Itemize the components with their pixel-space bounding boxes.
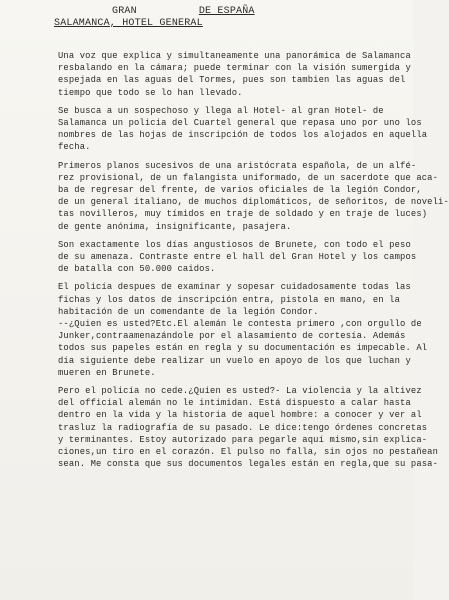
text-line: Se busca a un sospechoso y llega al Hotel- al gran Hotel- de: [58, 105, 384, 116]
text-line: Pero el policía no cede.¿Quien es usted?- La violencia y la altivez: [58, 386, 422, 397]
paragraph: [58, 281, 428, 379]
document-header: [54, 6, 354, 30]
document-body: [58, 50, 449, 477]
text-line: El policía despues de examinar y sopesar cuidadosamente todas las: [58, 282, 411, 293]
text-line: nombres de las hojas de inscripción de todos los alojados en aquella: [58, 130, 428, 141]
text-line: rez provisional, de un falangista uniformado, de un sacerdote que aca-: [58, 172, 439, 183]
text-line: día siguiente debe realizar un vuelo en apoyo de los que luchan y: [58, 355, 411, 366]
header-title-part1: GRAN: [112, 6, 137, 17]
header-subtitle: SALAMANCA, HOTEL GENERAL: [54, 18, 203, 29]
text-line: todos sus papeles están en regla y su documentación es impecable. Al: [58, 343, 428, 354]
text-line: Junker,contraamenazándole por el alasamiento de cortesía. Además: [58, 331, 406, 342]
text-line: --¿Quien es usted?Etc.El alemán le contesta primero ,con orgullo de: [58, 319, 422, 330]
text-line: y terminantes. Estoy autorizado para pegarle aquí mismo,sin explica-: [58, 434, 428, 445]
text-line: de su amenaza. Contraste entre el hall del Gran Hotel y los campos: [58, 252, 417, 263]
text-line: sean. Me consta que sus documentos legales están en regla,que su pasa-: [58, 459, 439, 470]
text-line: espejada en las aguas del Tormes, pues son tambien las aguas del: [58, 75, 406, 86]
header-title-part2: DE ESPAÑA: [198, 6, 255, 17]
text-line: mueren en Brunete.: [58, 367, 156, 378]
paragraph: [58, 385, 439, 470]
text-line: Son exactamente los días angustiosos de Brunete, con todo el peso: [58, 239, 411, 250]
text-line: Salamanca un policia del Cuartel general que repasa uno por uno los: [58, 118, 422, 129]
paragraph: [58, 50, 411, 99]
text-line: habitación de un comendante de la legión Condor.: [58, 306, 319, 317]
text-line: Una voz que explica y simultaneamente una panorámica de Salamanca: [58, 51, 411, 61]
text-line: trasluz la radiografía de su pasado. Le dice:tengo órdenes concretas: [58, 422, 428, 433]
text-line: de batalla con 50.000 caidos.: [58, 264, 216, 275]
text-line: de gente anónima, insignificante, pasajera.: [58, 221, 292, 232]
paragraph: [58, 105, 428, 154]
text-line: de un general italiano, de muchos diplomáticos, de señoritos, de noveli-: [58, 197, 449, 208]
text-line: ba de regresar del frente, de varios oficiales de la legión Condor,: [58, 185, 422, 196]
text-line: dentro en la vida y la historia de aquel hombre: a conocer y ver al: [58, 410, 422, 421]
text-line: tiempo que todo se lo han llevado.: [58, 87, 243, 98]
text-line: fichas y los datos de inscripción entra, pistola en mano, en la: [58, 294, 401, 305]
text-line: fecha.: [58, 142, 91, 153]
paragraph: [58, 160, 449, 233]
text-line: resbalando en la cámara; puede terminar con la visión sumergida y: [58, 63, 411, 74]
text-line: ciones,un tiro en el corazón. El pulso no falla, sin ojos no pestañean: [58, 447, 439, 458]
text-line: del official alemán no le intimidan. Está dispuesto a calar hasta: [58, 398, 411, 409]
text-line: tas novilleros, muy tímidos en traje de soldado y en traje de luces): [58, 209, 428, 220]
paragraph: [58, 239, 417, 276]
text-line: Primeros planos sucesivos de una aristócrata española, de un alfé-: [58, 160, 417, 171]
